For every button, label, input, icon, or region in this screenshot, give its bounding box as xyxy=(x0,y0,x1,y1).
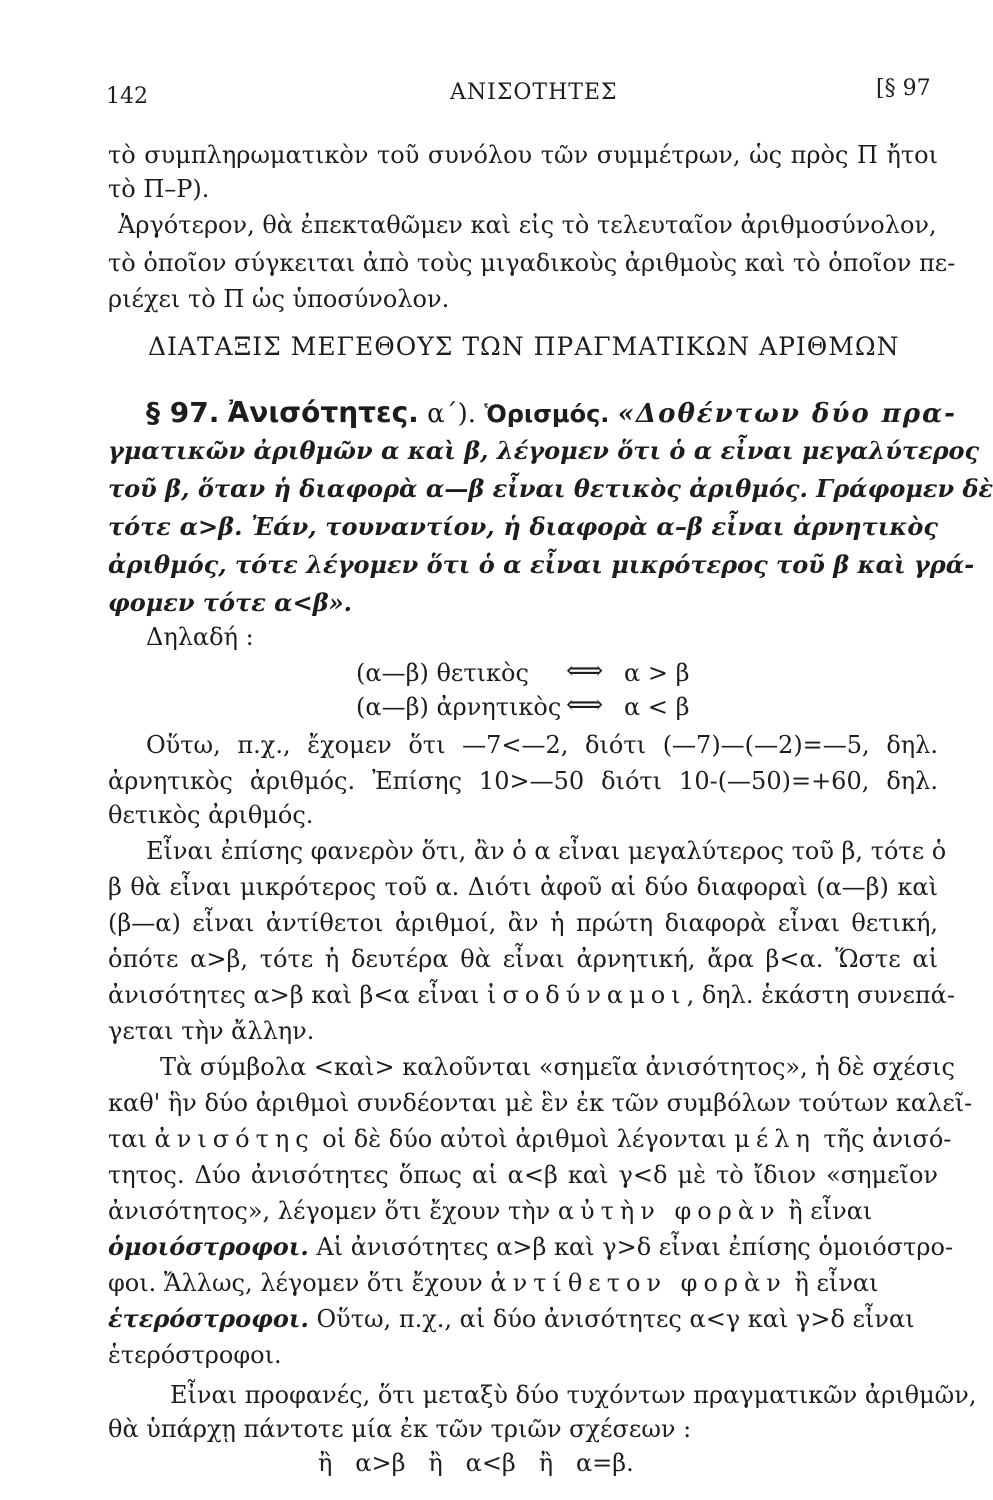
emphasis-term: ἰσοδύναμοι xyxy=(487,981,687,1009)
text-line: τὸ Π–Ρ). xyxy=(108,175,210,203)
text-line: Ἀργότερον, θὰ ἐπεκταθῶμεν καὶ εἰς τὸ τελευταῖον ἀριθμοσύνολον, xyxy=(118,211,937,239)
section-number: § 97. xyxy=(146,396,220,429)
text-run: ται xyxy=(108,1125,155,1153)
text-line xyxy=(108,1196,872,1226)
definition-line: τότε α>β. Ἐάν, τουναντίον, ἡ διαφορὰ α–β εἶναι ἀρνητικὸς xyxy=(108,512,938,541)
equivalence-arrow-icon: ⟺ xyxy=(566,690,604,720)
text-line: τὸ συμπληρωματικὸν τοῦ συνόλου τῶν συμμέτρων, ὡς πρὸς Π ἤτοι xyxy=(108,141,938,169)
text-run: ἢ εἶναι xyxy=(780,1197,873,1225)
section-heading: ΔΙΑΤΑΞΙΣ ΜΕΓΕΘΟΥΣ ΤΩΝ ΠΡΑΓΜΑΤΙΚΩΝ ΑΡΙΘΜΩΝ xyxy=(148,332,900,361)
defined-term: ὁμοιόστροφοι. xyxy=(108,1232,309,1261)
text-run: , δηλ. ἑκάστη συνεπά- xyxy=(686,981,955,1009)
text-line xyxy=(108,980,955,1010)
text-run: Οὕτω, π.χ., αἱ δύο ἀνισότητες α<γ καὶ γ>δ εἶναι xyxy=(308,1305,915,1333)
text-run: φοι. Ἄλλως, λέγομεν ὅτι ἔχουν xyxy=(108,1269,491,1297)
text-line: θὰ ὑπάρχῃ πάντοτε μία ἐκ τῶν τριῶν σχέσεων : xyxy=(108,1415,692,1443)
text-line: Οὕτω, π.χ., ἔχομεν ὅτι —7<—2, διότι (—7)—(—2)=—5, δηλ. xyxy=(146,731,938,759)
definition-text: «Δοθέντων δύο πρα- xyxy=(617,399,957,429)
text-line: ὁπότε α>β, τότε ἡ δευτέρα θὰ εἶναι ἀρνητική, ἄρα β<α. Ὥστε αἱ xyxy=(108,945,938,973)
text-line: ἀρνητικὸς ἀριθμός. Ἐπίσης 10>—50 διότι 10-(—50)=+60, δηλ. xyxy=(108,767,938,795)
text-line: θετικὸς ἀριθμός. xyxy=(108,801,314,829)
text-line xyxy=(108,1268,879,1298)
emphasis-term: αὐτὴν φορὰν xyxy=(557,1197,781,1225)
definition-line: ἀριθμός, τότε λέγομεν ὅτι ὁ α εἶναι μικρότερος τοῦ β καὶ γρά- xyxy=(108,550,975,579)
equivalence-right: α > β xyxy=(624,659,690,687)
running-title: ΑΝΙΣΟΤΗΤΕΣ xyxy=(450,80,618,105)
emphasis-term: μέλη xyxy=(734,1125,816,1153)
text-line: β θὰ εἶναι μικρότερος τοῦ α. Διότι ἀφοῦ αἱ δύο διαφοραὶ (α—β) καὶ xyxy=(108,873,938,901)
text-line: ριέχει τὸ Π ὡς ὑποσύνολον. xyxy=(108,285,450,313)
text-line: Εἶναι ἐπίσης φανερὸν ὅτι, ἂν ὁ α εἶναι μεγαλύτερος τοῦ β, τότε ὁ xyxy=(146,837,947,865)
section-reference: [§ 97 xyxy=(876,76,931,101)
text-line: Τὰ σύμβολα <καὶ> καλοῦνται «σημεῖα ἀνισότητος», ἡ δὲ σχέσις xyxy=(160,1053,955,1081)
text-line: Δηλαδή : xyxy=(146,623,254,651)
text-run: τῆς ἀνισό- xyxy=(815,1125,952,1153)
text-line: τητος. Δύο ἀνισότητες ὅπως αἱ α<β καὶ γ<δ μὲ τὸ ἴδιον «σημεῖον xyxy=(108,1161,938,1189)
text-line: ἑτερόστροφοι. xyxy=(108,1341,282,1369)
equivalence-right: α < β xyxy=(624,693,690,721)
definition-line: γματικῶν ἀριθμῶν α καὶ β, λέγομεν ὅτι ὁ α εἶναι μεγαλύτερος xyxy=(108,436,980,465)
emphasis-term: ἀντίθετον φορὰν xyxy=(490,1269,787,1297)
equivalence-left: (α—β) θετικὸς xyxy=(356,659,529,687)
equivalence-left: (α—β) ἀρνητικὸς xyxy=(356,693,562,721)
text-line: (β—α) εἶναι ἀντίθετοι ἀριθμοί, ἂν ἡ πρώτη διαφορὰ εἶναι θετική, xyxy=(108,909,938,937)
relations-line: ἢ α>β ἢ α<β ἢ α=β. xyxy=(318,1449,634,1477)
text-run: οἱ δὲ δύο αὐτοὶ ἀριθμοὶ λέγονται xyxy=(314,1125,735,1153)
text-line: Εἶναι προφανές, ὅτι μεταξὺ δύο τυχόντων πραγματικῶν ἀριθμῶν, xyxy=(170,1381,977,1409)
text-line: γεται τὴν ἄλλην. xyxy=(108,1017,315,1045)
text-line xyxy=(108,1124,951,1154)
text-run: Αἱ ἀνισότητες α>β καὶ γ>δ εἶναι ἐπίσης ὁμοιόστρο- xyxy=(308,1233,954,1261)
text-line xyxy=(108,1304,915,1334)
emphasis-term: ἀνισότης xyxy=(154,1125,315,1153)
subsection-title: Ὁρισμός. xyxy=(484,400,610,428)
section-title: Ἀνισότητες. xyxy=(227,396,419,429)
text-run: ἢ εἶναι xyxy=(786,1269,879,1297)
definition-line: τοῦ β, ὅταν ἡ διαφορὰ α—β εἶναι θετικὸς ἀριθμός. Γράφομεν δὲ xyxy=(108,474,993,503)
definition-first-line xyxy=(146,396,957,431)
definition-line: φομεν τότε α<β». xyxy=(108,588,353,617)
text-line xyxy=(108,1232,953,1262)
text-run: ἀνισότητος», λέγομεν ὅτι ἔχουν τὴν xyxy=(108,1197,558,1225)
defined-term: ἑτερόστροφοι. xyxy=(108,1304,309,1333)
text-line: τὸ ὁποῖον σύγκειται ἀπὸ τοὺς μιγαδικοὺς ἀριθμοὺς καὶ τὸ ὁποῖον πε- xyxy=(108,249,956,277)
equivalence-arrow-icon: ⟺ xyxy=(566,656,604,686)
text-line: καθ' ἣν δύο ἀριθμοὶ συνδέονται μὲ ἓν ἐκ τῶν συμβόλων τούτων καλεῖ- xyxy=(108,1089,973,1117)
subsection-label: α΄). xyxy=(427,399,477,429)
page-number: 142 xyxy=(106,84,148,109)
text-run: ἀνισότητες α>β καὶ β<α εἶναι xyxy=(108,981,488,1009)
